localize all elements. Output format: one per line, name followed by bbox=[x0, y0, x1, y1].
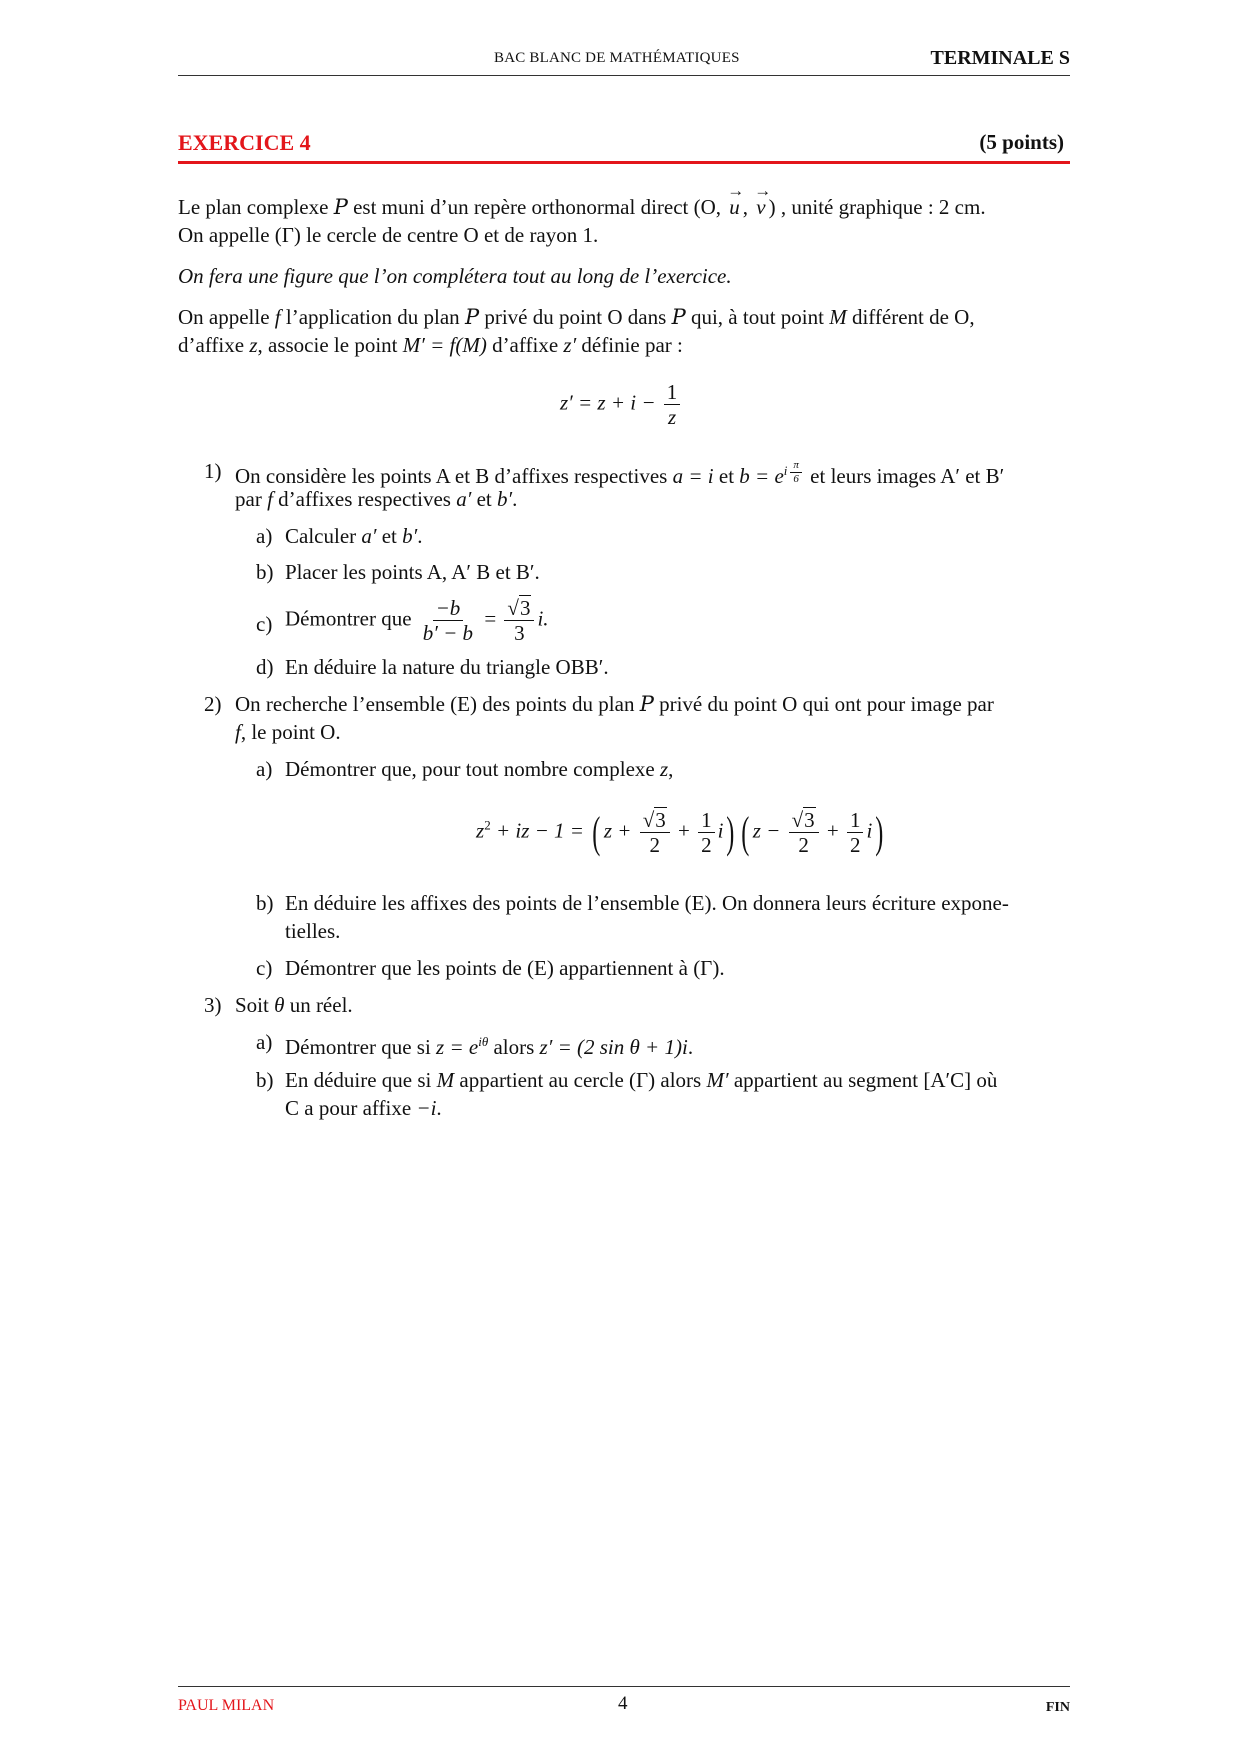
q3a-text: Démontrer que si $z = e^{i\theta}$ alors z′ = (2 sin θ + 1)i. bbox=[285, 1034, 694, 1059]
footer-author: PAUL MILAN bbox=[178, 1697, 275, 1714]
q1c-label: c) bbox=[256, 612, 273, 636]
q1b-text: Placer les points A, A′ B et B′. bbox=[285, 560, 540, 584]
header-title: BAC BLANC DE MATHÉMATIQUES bbox=[494, 50, 740, 66]
intro-line-3: On appelle f l’application du plan P privé du point O dans P qui, à tout point M différent de O, bbox=[178, 305, 975, 329]
q1-number: 1) bbox=[204, 459, 222, 483]
header-class: TERMINALE S bbox=[930, 47, 1070, 69]
q2b-line-2: tielles. bbox=[285, 919, 341, 943]
q3-number: 3) bbox=[204, 993, 222, 1017]
q1a-text: Calculer a′ et b′. bbox=[285, 524, 423, 548]
q2a-label: a) bbox=[256, 757, 273, 781]
q3a-label: a) bbox=[256, 1030, 273, 1054]
q2c-text: Démontrer que les points de (E) appartiennent à (Γ). bbox=[285, 956, 725, 980]
q2b-line-1: En déduire les affixes des points de l’ensemble (E). On donnera leurs écriture expone- bbox=[285, 891, 1009, 915]
q2a-text: Démontrer que, pour tout nombre complexe z, bbox=[285, 757, 674, 781]
footer-page-number: 4 bbox=[618, 1693, 628, 1714]
exercise-title: EXERCICE 4 bbox=[178, 130, 311, 155]
vector-u: → u bbox=[729, 193, 740, 221]
q2-number: 2) bbox=[204, 692, 222, 716]
q1-line-1: On considère les points A et B d’affixes respectives a = i et $b = e^{i \frac{\pi}{6}}$ et leurs images A′ et B′ bbox=[235, 458, 1005, 488]
intro-italic-note: On fera une figure que l’on complétera tout au long de l’exercice. bbox=[178, 264, 732, 288]
main-formula: z′ = z + i − $\frac{1}{z}$ bbox=[560, 380, 683, 429]
q1d-label: d) bbox=[256, 655, 274, 679]
q1a-label: a) bbox=[256, 524, 273, 548]
q2c-label: c) bbox=[256, 956, 273, 980]
intro-line-2: On appelle (Γ) le cercle de centre O et de rayon 1. bbox=[178, 223, 599, 247]
footer-end: FIN bbox=[1045, 1700, 1070, 1715]
q1b-label: b) bbox=[256, 560, 274, 584]
q2-line-1: On recherche l’ensemble (E) des points du plan P privé du point O qui ont pour image par bbox=[235, 692, 994, 716]
q3-line-1: Soit θ un réel. bbox=[235, 993, 353, 1017]
intro-line-4: d’affixe z, associe le point M′ = f(M) d’affixe z′ définie par : bbox=[178, 333, 683, 357]
header-rule bbox=[178, 75, 1070, 76]
footer-rule bbox=[178, 1686, 1070, 1687]
exercise-rule bbox=[178, 161, 1070, 164]
q1-line-2: par f d’affixes respectives a′ et b′. bbox=[235, 487, 518, 511]
q2a-identity: $z^2$ + iz − 1 = ( z + $\frac{√3}{2}$ + $\frac{1}{2}$ i) ( z − $\frac{√3}{2}$ + $\frac{1}{2}$ i) bbox=[476, 807, 884, 858]
q1d-text: En déduire la nature du triangle OBB′. bbox=[285, 655, 609, 679]
q1c-text: Démontrer que $\frac{-b}{b' - b}$ = $\frac{√3}{3}$ i. bbox=[285, 596, 549, 646]
q3b-label: b) bbox=[256, 1068, 274, 1092]
q3b-line-1: En déduire que si M appartient au cercle (Γ) alors M′ appartient au segment [A′C] où bbox=[285, 1068, 998, 1092]
q2-line-2: f, le point O. bbox=[235, 720, 341, 744]
intro-line-1: Le plan complexe P est muni d’un repère orthonormal direct (O, → u , → v ) , unité graphique : 2 cm. bbox=[178, 193, 986, 221]
exercise-points: (5 points) bbox=[979, 130, 1064, 154]
q3b-line-2: C a pour affixe −i. bbox=[285, 1096, 442, 1120]
q2b-label: b) bbox=[256, 891, 274, 915]
vector-v: → v bbox=[756, 193, 765, 221]
